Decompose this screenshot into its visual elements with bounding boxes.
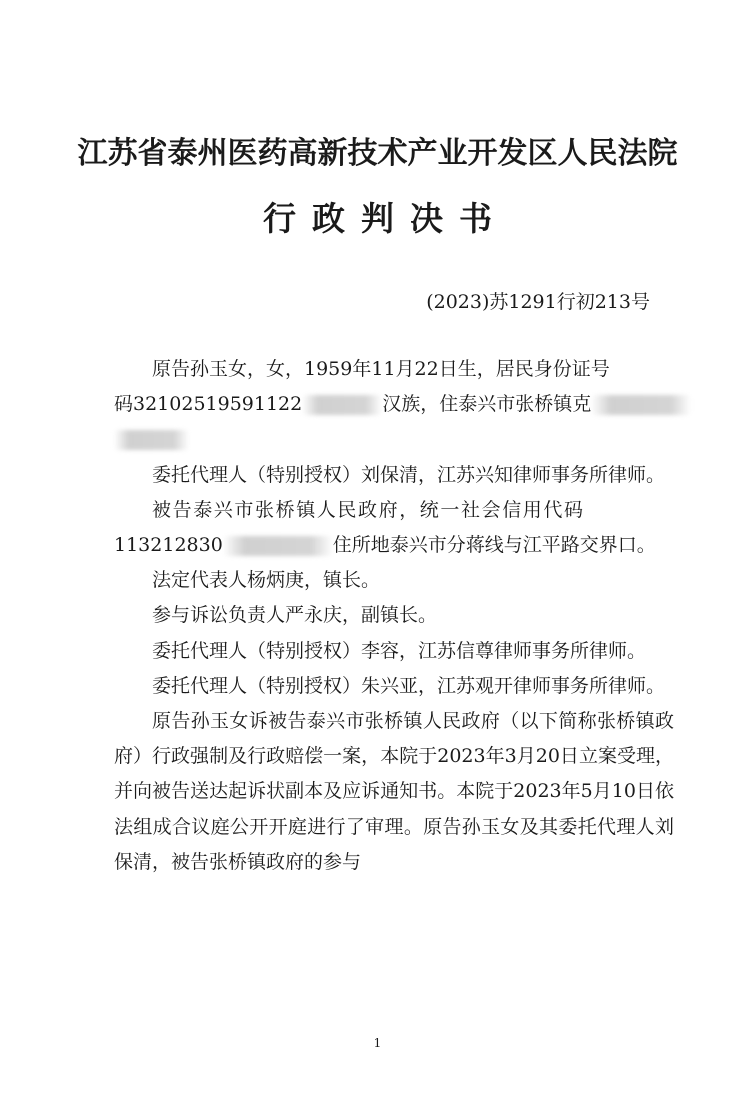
redaction-blur — [223, 536, 333, 556]
judgment-body — [114, 352, 674, 880]
litigation-officer-paragraph: 参与诉讼负责人严永庆，副镇长。 — [152, 604, 438, 627]
case-history-paragraph: 原告孙玉女诉被告泰兴市张桥镇人民政府（以下简称张桥镇政府）行政强制及行政赔偿一案，本院于2023年3月20日立案受理，并向被告送达起诉状副本及应诉通知书。本院于2023年5月10日依法组成合议庭公开开庭进行了审理。原告孙玉女及其委托代理人刘保清，被告张桥镇政府的参与 — [114, 710, 674, 873]
defendant-address: 住所地泰兴市分蒋线与江平路交界口。 — [332, 534, 656, 557]
plaintiff-info-paragraph — [114, 352, 674, 458]
legal-representative-paragraph: 法定代表人杨炳庚，镇长。 — [152, 569, 381, 592]
plaintiff-info-line-3 — [114, 422, 674, 457]
page-number: 1 — [373, 1036, 382, 1050]
plaintiff-agent-paragraph: 委托代理人（特别授权）刘保清，江苏兴知律师事务所律师。 — [152, 463, 666, 486]
plaintiff-info-line-2 — [114, 387, 674, 422]
defendant-agent-2-paragraph: 委托代理人（特别授权）朱兴亚，江苏观开律师事务所律师。 — [152, 674, 666, 697]
defendant-agent-1-paragraph: 委托代理人（特别授权）李容，江苏信尊律师事务所律师。 — [152, 639, 647, 662]
defendant-info-line-2 — [114, 528, 674, 563]
defendant-info-paragraph — [114, 493, 674, 563]
document-type-title: 行政判决书 — [263, 199, 508, 238]
court-name: 江苏省泰州医药高新技术产业开发区人民法院 — [77, 136, 678, 171]
case-number: (2023)苏1291行初213号 — [426, 291, 650, 313]
plaintiff-address-partial: 汉族，住泰兴市张桥镇克 — [382, 393, 592, 416]
plaintiff-info-line-1: 原告孙玉女，女，1959年11月22日生，居民身份证号 — [152, 358, 610, 380]
plaintiff-id-partial: 码32102519591122 — [114, 393, 303, 416]
defendant-code-partial: 113212830 — [114, 534, 223, 557]
defendant-info-line-1: 被告泰兴市张桥镇人民政府，统一社会信用代码 — [152, 498, 585, 521]
redaction-blur — [302, 395, 382, 415]
redaction-blur — [114, 430, 189, 450]
redaction-blur — [591, 395, 691, 415]
